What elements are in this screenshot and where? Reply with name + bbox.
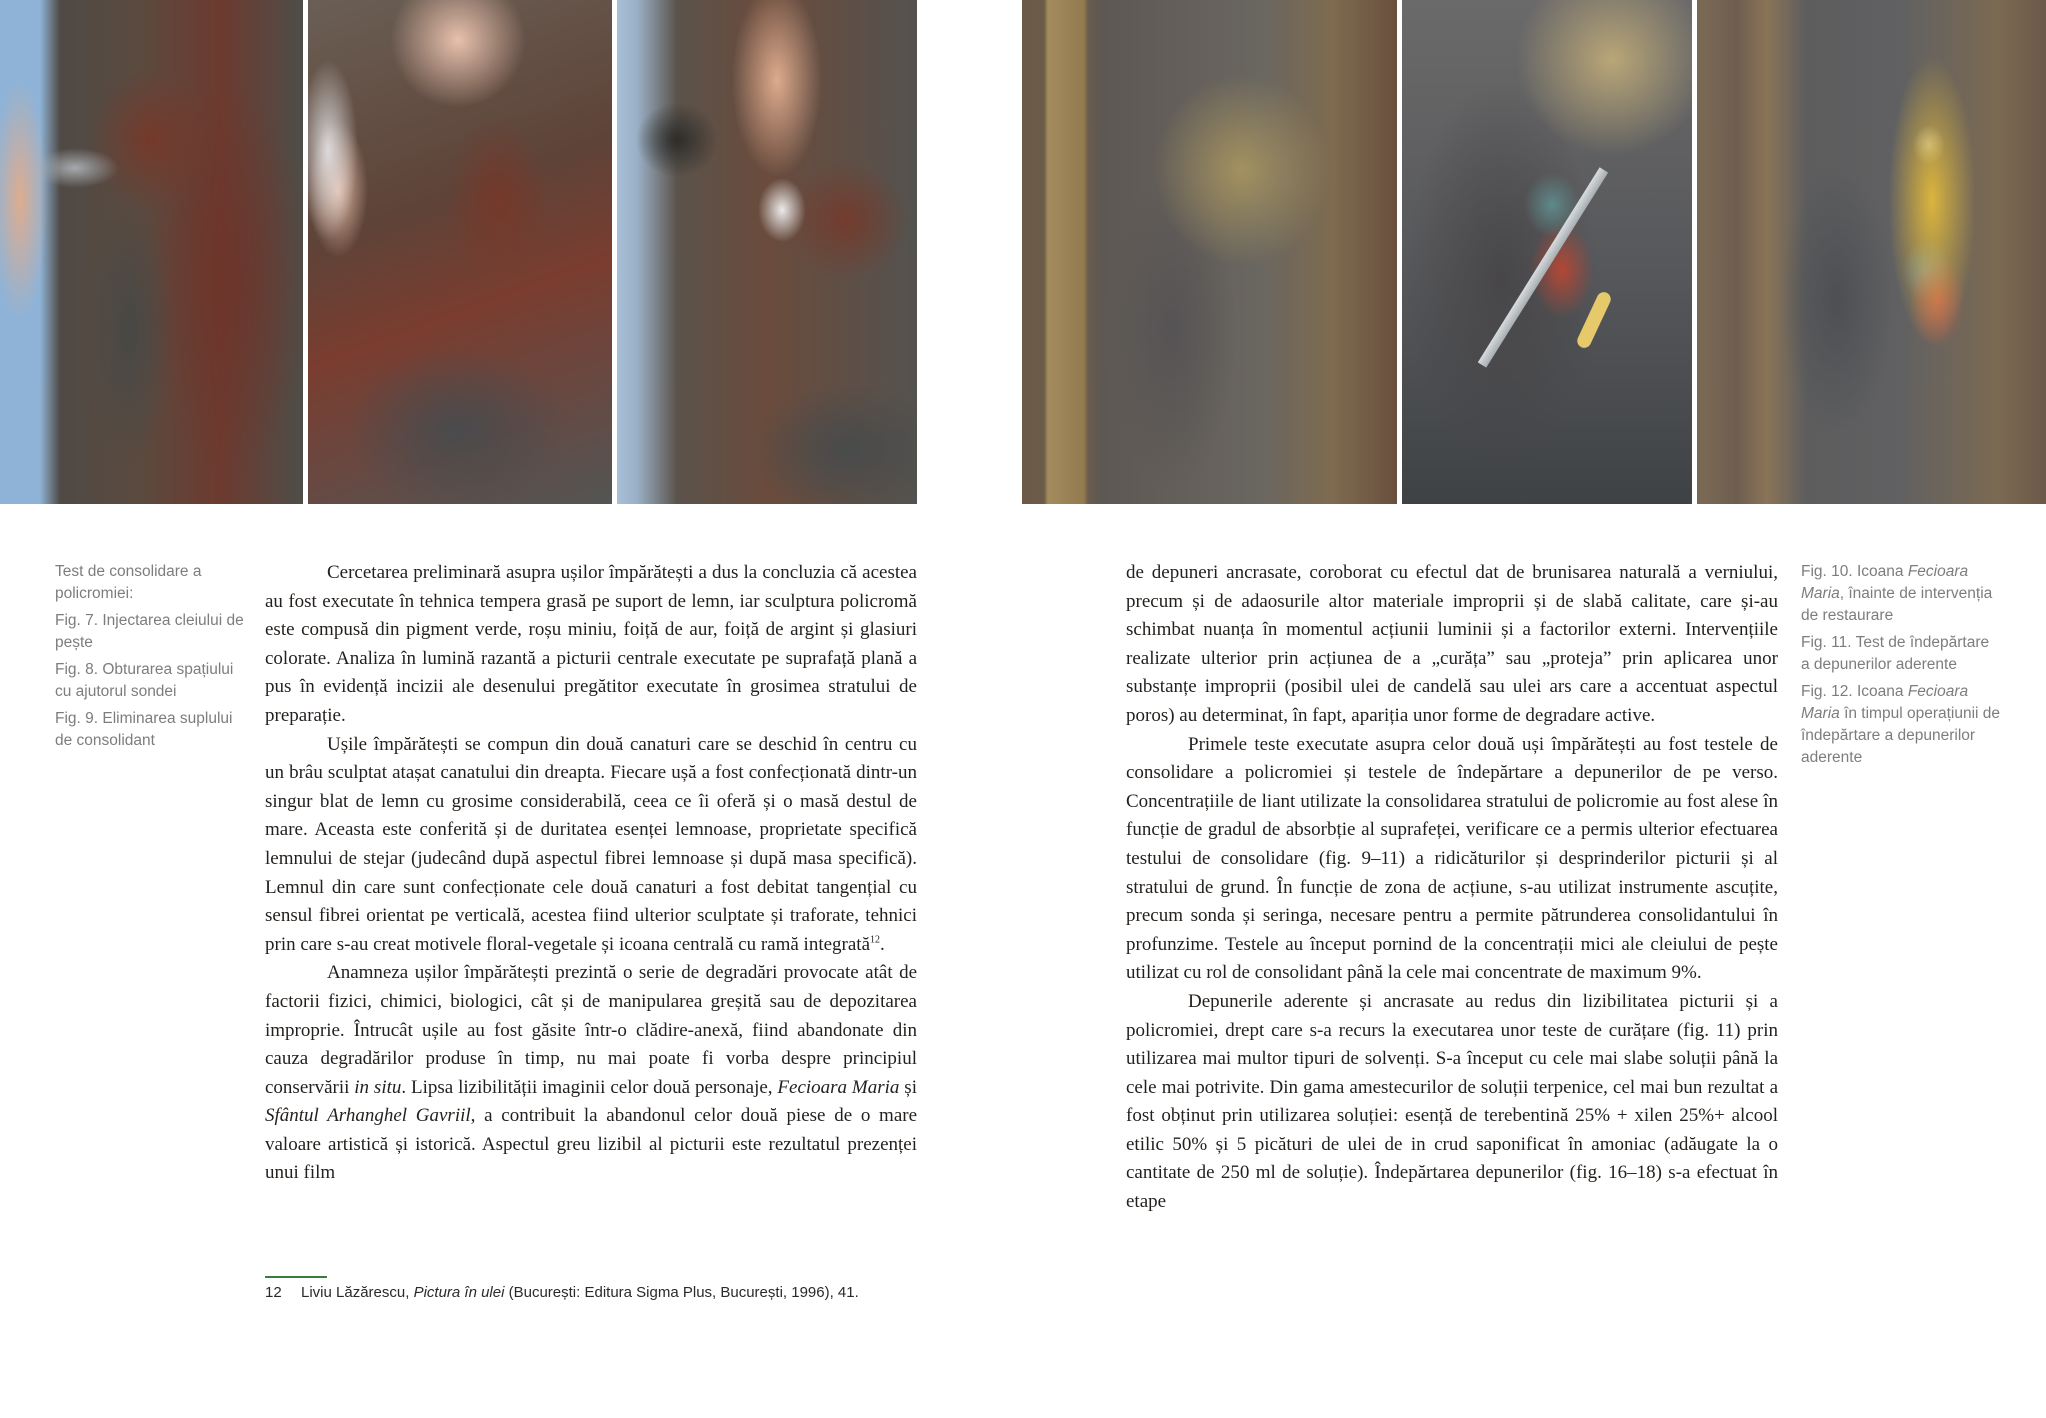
footnote-ref[interactable]: 12 xyxy=(870,934,881,946)
paragraph-4: Primele teste executate asupra celor două uși împărătești au fost testele de consolidare a policromiei și testele de îndepărtare a depunerilor de pe verso. Concentrațiile de liant utilizate la consolidarea stratului de policromie au fost alese în funcție de gradul de absorbție al suprafeței, verificare ce a permis ulterior efectuarea testului de consolidare (fig. 9–11) a ridicăturilor și desprinderilor picturii și al stratului de grund. În funcție de zona de acțiune, s-au utilizat instrumente ascuțite, precum sonda și seringa, necesare pentru a permite pătrunderea consolidantului în profunzime. Testele au început pornind de la concentrații mici ale cleiului de pește utilizat cu rol de consolidant până la cele mai concentrate de maximum 9%. xyxy=(1126,733,1778,984)
footnote-divider xyxy=(265,1276,327,1278)
paragraph-1: Cercetarea preliminară asupra ușilor împărătești a dus la concluzia că acestea au fost executate în tehnica tempera grasă pe suport de lemn, iar sculptura policromă este compusă din pigment verde, roșu miniu, foiță de aur, foiță de argint și glasiuri colorate. Analiza în lumină razantă a picturii centrale executate pe suprafață plană a pus în evidență incizii ale desenului pregătitor executate în grosimea stratului de preparație. xyxy=(265,562,917,726)
paragraph-3: Anamneza ușilor împărătești prezintă o serie de degradări provocate atât de factorii fizici, chimici, biologici, cât și de manipularea greșită sau de depozitarea improprie. Întrucât ușile au fost găsite într-o clădire-anexă, fiind abandonate din cauza degradărilor produse în timp, nu mai poate fi vorba despre principiul conservării in situ. Lipsa lizibilității imaginii celor două personaje, Fecioara Maria și Sfântul Arhanghel Gavriil, a contribuit la abandonul celor două piese de o mare valoare artistică și istorică. Aspectul greu lizibil al picturii este rezultatul prezenței unui film xyxy=(265,962,918,1184)
figure-10-photo xyxy=(1022,0,1397,504)
caption-fig-10: Fig. 10. Icoana Fecioara Maria, înainte de intervenția de restaurare xyxy=(1801,563,1993,624)
figure-12-photo xyxy=(1697,0,2046,504)
footnote-number: 12 xyxy=(265,1284,282,1301)
figure-9-photo xyxy=(617,0,917,504)
swab-tip xyxy=(1575,290,1613,350)
paragraph-5: Depunerile aderente și ancrasate au redus din lizibilitatea picturii și a policromiei, drept care s-a recurs la executarea unor teste de curățare (fig. 11) prin utilizarea mai multor tipuri de solvenți. S-a început cu cele mai slabe soluții până la cele mai potrivite. Din gama amestecurilor de soluții terpenice, cel mai bun rezultat a fost obținut prin utilizarea soluției: esență de terebentină 25% + xilen 25%+ alcool etilic 50% și 5 picături de ulei de in crud saponificat în amoniac (adăugate la o cantitate de 250 ml de soluție). Îndepărtarea depunerilor (fig. 16–18) s-a efectuat în etape xyxy=(1126,990,1778,1213)
right-body-text xyxy=(1126,559,1778,1217)
figure-11-photo xyxy=(1402,0,1692,504)
figure-7-photo xyxy=(0,0,303,504)
caption-heading: Test de consolidare a policromiei: xyxy=(55,563,202,602)
caption-fig-7: Fig. 7. Injectarea cleiului de pește xyxy=(55,612,244,651)
footnote-12: 12 Liviu Lăzărescu, Pictura în ulei (București: Editura Sigma Plus, București, 1996), 41. xyxy=(265,1284,859,1301)
caption-fig-9: Fig. 9. Eliminarea suplului de consolidant xyxy=(55,710,233,749)
caption-fig-8: Fig. 8. Obturarea spațiului cu ajutorul sondei xyxy=(55,661,234,700)
figure-8-photo xyxy=(308,0,612,504)
left-body-text xyxy=(265,559,917,1188)
left-figure-caption xyxy=(55,561,245,757)
right-figure-caption xyxy=(1801,561,2001,774)
caption-fig-12: Fig. 12. Icoana Fecioara Maria în timpul operațiunii de îndepărtare a depunerilor aderente xyxy=(1801,683,2001,766)
caption-fig-11: Fig. 11. Test de îndepărtare a depunerilor aderente xyxy=(1801,634,1990,673)
paragraph-2: Ușile împărătești se compun din două canaturi care se deschid în centru cu un brâu sculptat atașat canatului din dreapta. Fiecare ușă a fost confecționată dintr-un singur blat de lemn cu grosime considerabilă, ceea ce îi oferă și o masă destul de mare. Aceasta este conferită și de duritatea esenței lemnoase, proprietate specifică lemnului de stejar (judecând după aspectul fibrei lemnoase și după masa specifică). Lemnul din care sunt confecționate cele două canaturi a fost debitat tangențial cu sensul fibrei orientat pe verticală, acestea fiind ulterior sculptate și traforate, tehnici prin care s-au creat motivele floral-vegetale și icoana centrală cu ramă integrată$^{12}$. xyxy=(265,733,917,955)
paragraph-continued: de depuneri ancrasate, coroborat cu efectul dat de brunisarea naturală a verniului, precum și de adaosurile altor materiale improprii și de slabă calitate, care și-au schimbat nuanța în momentul acțiunii luminii și a factorilor externi. Intervențiile realizate ulterior prin acțiunea de a „curăța” sau „proteja” prin aplicarea unor substanțe improprii (posibil ulei de candelă sau ulei ars care a accentuat aspectul poros) au determinat, în fapt, apariția unor forme de degradare active. xyxy=(1126,562,1778,726)
